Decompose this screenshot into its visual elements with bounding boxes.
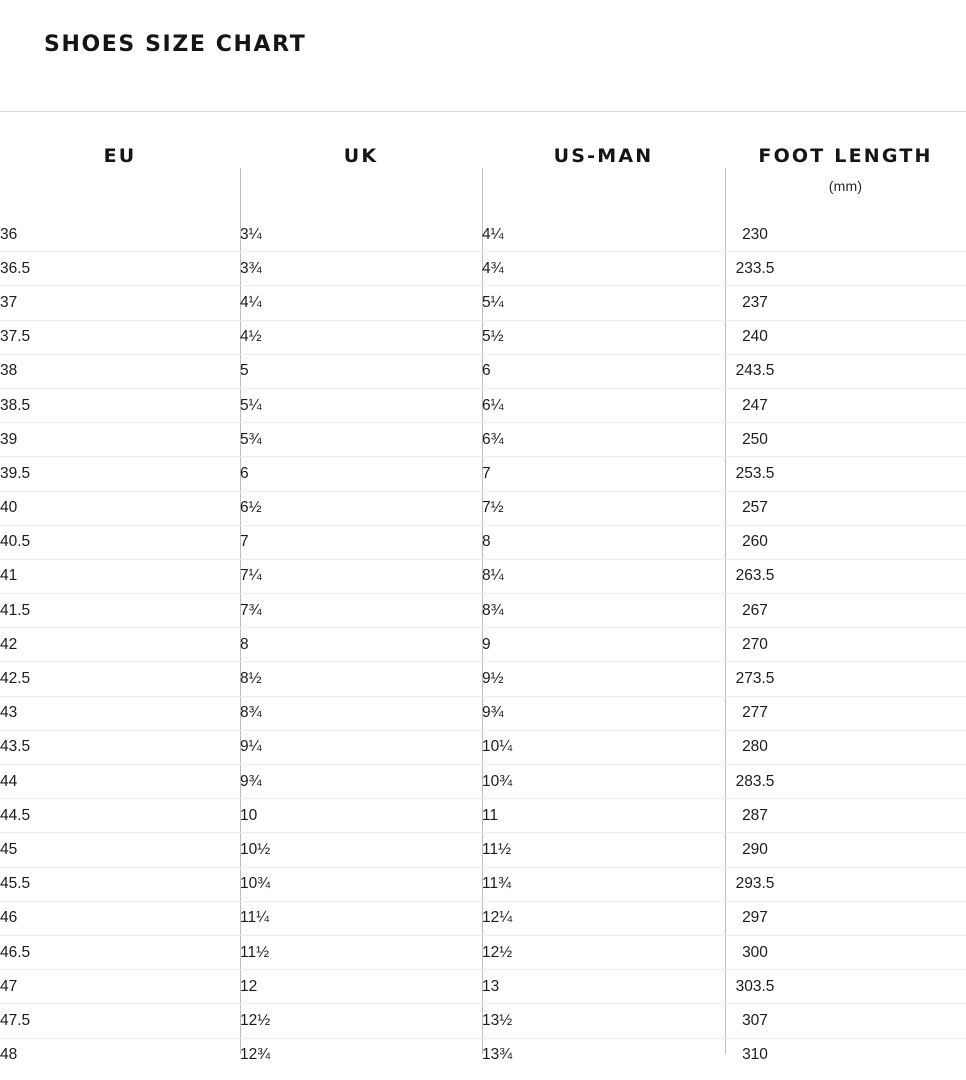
table-row [0, 320, 966, 354]
cell-foot-length [725, 696, 966, 730]
cell-eu [0, 970, 240, 1004]
table-row [0, 799, 966, 833]
cell-eu-value: 43.5 [0, 738, 31, 756]
cell-eu-value: 48 [0, 1046, 18, 1064]
cell-uk-value: 12 [240, 977, 258, 995]
cell-us [482, 970, 725, 1004]
cell-us-value: 10¼ [482, 738, 513, 756]
cell-uk [240, 491, 482, 525]
cell-foot-length [725, 799, 966, 833]
size-table-wrapper [0, 112, 966, 1072]
cell-eu [0, 696, 240, 730]
cell-foot-length-value: 290 [742, 840, 768, 858]
cell-us [482, 833, 725, 867]
table-row [0, 354, 966, 388]
cell-foot-length-value: 230 [742, 225, 768, 243]
cell-uk-value: 8½ [240, 670, 262, 688]
page-title: SHOES SIZE CHART [44, 32, 307, 57]
table-row [0, 286, 966, 320]
cell-foot-length-value: 303.5 [735, 977, 775, 995]
cell-eu [0, 594, 240, 628]
cell-eu-value: 44.5 [0, 806, 31, 824]
cell-uk-value: 7 [240, 533, 249, 551]
cell-us [482, 559, 725, 593]
cell-eu [0, 901, 240, 935]
cell-us-value: 13¾ [482, 1046, 513, 1064]
cell-uk [240, 525, 482, 559]
column-header-us-man [482, 112, 725, 218]
cell-foot-length [725, 662, 966, 696]
cell-eu-value: 38 [0, 362, 18, 380]
cell-us [482, 594, 725, 628]
cell-us-value: 13 [482, 977, 500, 995]
cell-uk [240, 559, 482, 593]
column-header-us-man-label: US-MAN [553, 145, 654, 167]
cell-uk-value: 4¼ [240, 293, 262, 311]
cell-foot-length-value: 297 [742, 909, 768, 927]
cell-uk-value: 7¼ [240, 567, 262, 585]
cell-foot-length-value: 277 [742, 704, 768, 722]
cell-uk [240, 388, 482, 422]
cell-foot-length [725, 628, 966, 662]
cell-uk [240, 662, 482, 696]
cell-us-value: 12½ [482, 943, 513, 961]
cell-foot-length [725, 388, 966, 422]
table-row [0, 423, 966, 457]
cell-us [482, 901, 725, 935]
cell-uk-value: 10½ [240, 840, 271, 858]
cell-eu [0, 833, 240, 867]
cell-us [482, 491, 725, 525]
cell-uk [240, 1004, 482, 1038]
cell-us [482, 867, 725, 901]
cell-us-value: 6¾ [482, 430, 504, 448]
cell-eu [0, 320, 240, 354]
cell-foot-length [725, 252, 966, 286]
table-row [0, 559, 966, 593]
cell-uk [240, 970, 482, 1004]
table-row [0, 1038, 966, 1072]
cell-uk-value: 3¾ [240, 259, 262, 277]
table-row [0, 935, 966, 969]
cell-uk [240, 833, 482, 867]
cell-foot-length-value: 293.5 [735, 875, 775, 893]
cell-eu [0, 1038, 240, 1072]
cell-us-value: 10¾ [482, 772, 513, 790]
cell-eu [0, 457, 240, 491]
cell-us-value: 11 [482, 806, 499, 824]
cell-eu-value: 41.5 [0, 601, 31, 619]
cell-eu [0, 799, 240, 833]
cell-foot-length [725, 901, 966, 935]
cell-uk [240, 252, 482, 286]
cell-us-value: 11½ [482, 840, 512, 858]
cell-foot-length [725, 1038, 966, 1072]
cell-uk-value: 11¼ [240, 909, 270, 927]
cell-us [482, 1004, 725, 1038]
cell-uk [240, 594, 482, 628]
cell-uk [240, 320, 482, 354]
cell-eu-value: 43 [0, 704, 18, 722]
cell-us-value: 9¾ [482, 704, 504, 722]
cell-foot-length-value: 253.5 [735, 464, 775, 482]
cell-foot-length [725, 457, 966, 491]
cell-uk-value: 9¼ [240, 738, 262, 756]
cell-uk-value: 12¾ [240, 1046, 271, 1064]
cell-foot-length-value: 273.5 [735, 670, 775, 688]
table-row [0, 525, 966, 559]
cell-eu-value: 42.5 [0, 670, 31, 688]
cell-uk-value: 5¼ [240, 396, 262, 414]
cell-us-value: 5¼ [482, 293, 504, 311]
cell-foot-length [725, 730, 966, 764]
cell-foot-length [725, 867, 966, 901]
cell-us [482, 457, 725, 491]
cell-eu-value: 39 [0, 430, 18, 448]
cell-us [482, 354, 725, 388]
cell-foot-length [725, 218, 966, 252]
cell-eu [0, 935, 240, 969]
table-row [0, 765, 966, 799]
cell-us-value: 6¼ [482, 396, 504, 414]
cell-uk-value: 9¾ [240, 772, 262, 790]
cell-us-value: 11¾ [482, 875, 512, 893]
cell-eu-value: 37.5 [0, 328, 31, 346]
cell-eu [0, 1004, 240, 1038]
column-header-uk [240, 112, 482, 218]
cell-foot-length-value: 237 [742, 293, 768, 311]
cell-eu-value: 46.5 [0, 943, 31, 961]
cell-foot-length [725, 765, 966, 799]
cell-foot-length [725, 491, 966, 525]
cell-uk-value: 5¾ [240, 430, 262, 448]
cell-foot-length-value: 250 [742, 430, 768, 448]
table-row [0, 970, 966, 1004]
cell-uk-value: 10 [240, 806, 258, 824]
cell-foot-length-value: 280 [742, 738, 768, 756]
size-table [0, 112, 966, 1072]
cell-us [482, 799, 725, 833]
cell-foot-length-value: 300 [742, 943, 768, 961]
cell-uk [240, 765, 482, 799]
cell-eu-value: 41 [0, 567, 18, 585]
cell-uk [240, 457, 482, 491]
table-row [0, 628, 966, 662]
cell-uk [240, 901, 482, 935]
cell-foot-length [725, 935, 966, 969]
header-row [0, 112, 966, 218]
cell-eu [0, 559, 240, 593]
cell-eu-value: 47.5 [0, 1011, 31, 1029]
cell-eu-value: 38.5 [0, 396, 31, 414]
cell-uk [240, 935, 482, 969]
cell-eu [0, 252, 240, 286]
cell-uk [240, 799, 482, 833]
cell-us-value: 4¼ [482, 225, 504, 243]
cell-eu [0, 218, 240, 252]
cell-eu [0, 286, 240, 320]
cell-foot-length [725, 970, 966, 1004]
cell-eu [0, 423, 240, 457]
cell-us [482, 252, 725, 286]
cell-foot-length-value: 247 [742, 396, 768, 414]
cell-us [482, 628, 725, 662]
table-head [0, 112, 966, 218]
cell-eu-value: 45 [0, 840, 18, 858]
cell-eu [0, 662, 240, 696]
cell-us-value: 9 [482, 635, 491, 653]
table-row [0, 662, 966, 696]
table-row [0, 867, 966, 901]
cell-uk-value: 8 [240, 635, 249, 653]
cell-eu [0, 765, 240, 799]
cell-eu-value: 40.5 [0, 533, 31, 551]
cell-uk [240, 730, 482, 764]
cell-foot-length-value: 310 [742, 1046, 768, 1064]
cell-eu-value: 36 [0, 225, 18, 243]
cell-uk-value: 10¾ [240, 875, 271, 893]
cell-uk [240, 423, 482, 457]
cell-us-value: 8¾ [482, 601, 504, 619]
cell-uk [240, 628, 482, 662]
cell-foot-length [725, 286, 966, 320]
cell-uk-value: 11½ [240, 943, 270, 961]
cell-us [482, 662, 725, 696]
cell-us-value: 7½ [482, 499, 504, 517]
cell-us [482, 320, 725, 354]
cell-us [482, 1038, 725, 1072]
cell-foot-length [725, 320, 966, 354]
table-row [0, 252, 966, 286]
cell-foot-length-value: 233.5 [735, 259, 775, 277]
cell-foot-length-value: 243.5 [735, 362, 775, 380]
cell-uk-value: 6 [240, 464, 249, 482]
cell-uk-value: 8¾ [240, 704, 262, 722]
cell-us [482, 765, 725, 799]
table-row [0, 218, 966, 252]
cell-us [482, 730, 725, 764]
cell-foot-length-value: 240 [742, 328, 768, 346]
cell-eu [0, 867, 240, 901]
cell-us-value: 6 [482, 362, 491, 380]
table-row [0, 388, 966, 422]
table-row [0, 730, 966, 764]
cell-foot-length-value: 283.5 [735, 772, 775, 790]
table-row [0, 594, 966, 628]
cell-uk-value: 6½ [240, 499, 262, 517]
cell-uk [240, 218, 482, 252]
cell-uk-value: 4½ [240, 328, 262, 346]
column-header-foot-length-unit: (mm) [828, 178, 863, 194]
cell-uk [240, 696, 482, 730]
cell-foot-length [725, 525, 966, 559]
cell-us [482, 525, 725, 559]
cell-us-value: 7 [482, 464, 491, 482]
cell-us [482, 423, 725, 457]
cell-foot-length-value: 307 [742, 1011, 768, 1029]
table-row [0, 1004, 966, 1038]
cell-eu-value: 39.5 [0, 464, 31, 482]
cell-us-value: 4¾ [482, 259, 504, 277]
cell-us [482, 218, 725, 252]
cell-eu-value: 42 [0, 635, 18, 653]
cell-us-value: 9½ [482, 670, 504, 688]
cell-us-value: 8¼ [482, 567, 504, 585]
cell-foot-length-value: 260 [742, 533, 768, 551]
cell-eu-value: 47 [0, 977, 18, 995]
cell-uk-value: 3¼ [240, 225, 262, 243]
cell-us [482, 388, 725, 422]
table-body [0, 218, 966, 1072]
column-header-eu-label: EU [103, 145, 137, 167]
cell-eu-value: 37 [0, 293, 18, 311]
cell-foot-length-value: 270 [742, 635, 768, 653]
cell-foot-length [725, 354, 966, 388]
cell-uk [240, 1038, 482, 1072]
column-header-foot-length-label: FOOT LENGTH [758, 145, 933, 167]
cell-foot-length [725, 833, 966, 867]
cell-us-value: 12¼ [482, 909, 513, 927]
cell-uk [240, 286, 482, 320]
cell-eu-value: 44 [0, 772, 18, 790]
cell-foot-length [725, 1004, 966, 1038]
cell-foot-length-value: 257 [742, 499, 768, 517]
table-row [0, 833, 966, 867]
column-header-uk-label: UK [343, 145, 379, 167]
cell-foot-length-value: 267 [742, 601, 768, 619]
cell-foot-length [725, 559, 966, 593]
cell-eu [0, 491, 240, 525]
cell-foot-length [725, 594, 966, 628]
table-row [0, 491, 966, 525]
cell-uk [240, 354, 482, 388]
cell-us [482, 935, 725, 969]
cell-foot-length-value: 287 [742, 806, 768, 824]
cell-uk-value: 12½ [240, 1011, 271, 1029]
cell-eu [0, 354, 240, 388]
cell-us-value: 5½ [482, 328, 504, 346]
cell-foot-length [725, 423, 966, 457]
cell-eu [0, 628, 240, 662]
cell-eu [0, 730, 240, 764]
table-row [0, 901, 966, 935]
column-header-eu [0, 112, 240, 218]
cell-us-value: 8 [482, 533, 491, 551]
cell-uk [240, 867, 482, 901]
cell-uk-value: 5 [240, 362, 249, 380]
column-header-foot-length [725, 112, 966, 218]
cell-eu-value: 45.5 [0, 875, 31, 893]
cell-eu [0, 388, 240, 422]
cell-eu-value: 46 [0, 909, 18, 927]
cell-us [482, 286, 725, 320]
cell-eu [0, 525, 240, 559]
cell-us-value: 13½ [482, 1011, 513, 1029]
table-row [0, 696, 966, 730]
table-row [0, 457, 966, 491]
cell-foot-length-value: 263.5 [735, 567, 775, 585]
cell-eu-value: 36.5 [0, 259, 31, 277]
cell-uk-value: 7¾ [240, 601, 262, 619]
cell-eu-value: 40 [0, 499, 18, 517]
cell-us [482, 696, 725, 730]
